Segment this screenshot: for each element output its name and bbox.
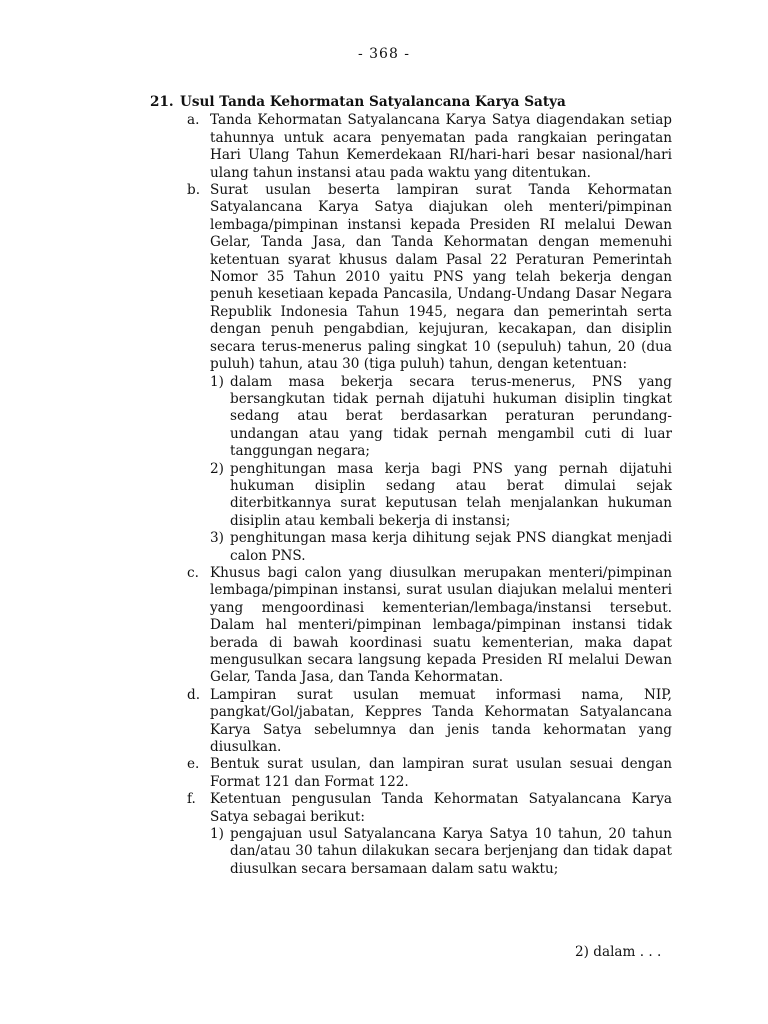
item-marker: f. [187,791,196,808]
sub-item-marker: 1) [210,373,224,390]
sub-item-marker: 1) [210,826,224,843]
item-text: Ketentuan pengusulan Tanda Kehormatan Satyalancana Karya Satya sebagai berikut: [210,791,672,825]
item-text: Tanda Kehormatan Satyalancana Karya Satya diagendakan setiap tahunnya untuk acara penyematan pada rangkaian peringatan Hari Ulang Tahun Kemerdekaan RI/hari-hari besar nasional/hari ulang tahun instansi atau pada waktu yang ditentukan. [210,112,672,181]
list-item [150,565,672,687]
item-body [210,791,672,878]
item-text: Khusus bagi calon yang diusulkan merupakan menteri/pimpinan lembaga/pimpinan instansi, surat usulan diajukan melalui menteri yang mengoordinasi kementerian/lembaga/instansi tersebut. Dalam hal menteri/pimpinan lembaga/pimpinan instansi tidak berada di bawah koordinasi suatu kementerian, maka dapat mengusulkan secara langsung kepada Presiden RI melalui Dewan Gelar, Tanda Jasa, dan Tanda Kehormatan. [210,564,672,686]
item-body [210,565,672,687]
sub-item [210,374,672,461]
item-list [150,112,672,878]
item-text: Lampiran surat usulan memuat informasi nama, NIP, pangkat/Gol/jabatan, Keppres Tanda Kehormatan Satyalancana Karya Satya sebelumnya dan jenis tanda kehormatan yang diusulkan. [210,686,672,756]
section-title: Usul Tanda Kehormatan Satyalancana Karya Satya [180,94,566,110]
sub-item-text: penghitungan masa kerja dihitung sejak PNS diangkat menjadi calon PNS. [230,530,672,564]
list-item [150,112,672,182]
item-marker: e. [187,756,200,773]
item-marker: c. [187,564,199,581]
list-item [150,687,672,757]
item-marker: d. [187,686,201,703]
item-body [210,182,672,565]
sub-item [210,530,672,565]
sub-item-text: dalam masa bekerja secara terus-menerus, PNS yang bersangkutan tidak pernah dijatuhi hukuman disiplin tingkat sedang atau berat berdasarkan peraturan perundang-undangan atau yang tidak pernah mengambil cuti di luar tanggungan negara; [230,373,672,460]
sub-item-marker: 3) [210,530,224,547]
item-text: Surat usulan beserta lampiran surat Tanda Kehormatan Satyalancana Karya Satya diajukan oleh menteri/pimpinan lembaga/pimpinan instansi kepada Presiden RI melalui Dewan Gelar, Tanda Jasa, dan Tanda Kehormatan dengan memenuhi ketentuan syarat khusus dalam Pasal 22 Peraturan Pemerintah Nomor 35 Tahun 2010 yaitu PNS yang telah bekerja dengan penuh kesetiaan kepada Pancasila, Undang-Undang Dasar Negara Republik Indonesia Tahun 1945, negara dan pemerintah serta dengan penuh pengabdian, kejujuran, kecakapan, dan disiplin secara terus-menerus paling singkat 10 (sepuluh) tahun, 20 (dua puluh) tahun, atau 30 (tiga puluh) tahun, dengan ketentuan: [210,182,672,373]
section-number: 21. [150,94,174,110]
page-number: - 368 - [357,46,411,62]
sub-item-text: penghitungan masa kerja bagi PNS yang pernah dijatuhi hukuman disiplin sedang atau berat dimulai sejak diterbitkannya surat keputusan telah menjalankan hukuman disiplin atau kembali bekerja di instansi; [230,460,672,529]
item-body [210,687,672,757]
section-heading [150,94,672,111]
sub-item-text: pengajuan usul Satyalancana Karya Satya 10 tahun, 20 tahun dan/atau 30 tahun dilakukan secara berjenjang dan tidak dapat diusulkan secara bersamaan dalam satu waktu; [230,826,672,877]
sub-item [210,461,672,531]
item-marker: a. [187,112,200,129]
continuation-text: 2) dalam . . . [575,944,662,960]
list-item [150,182,672,565]
sub-item-marker: 2) [210,460,224,477]
sub-item [210,826,672,878]
item-body [210,112,672,182]
item-body [210,756,672,791]
item-text: Bentuk surat usulan, dan lampiran surat usulan sesuai dengan Format 121 dan Format 122. [210,756,672,790]
item-marker: b. [187,182,201,199]
document-body [150,94,672,878]
list-item [150,756,672,791]
list-item [150,791,672,878]
